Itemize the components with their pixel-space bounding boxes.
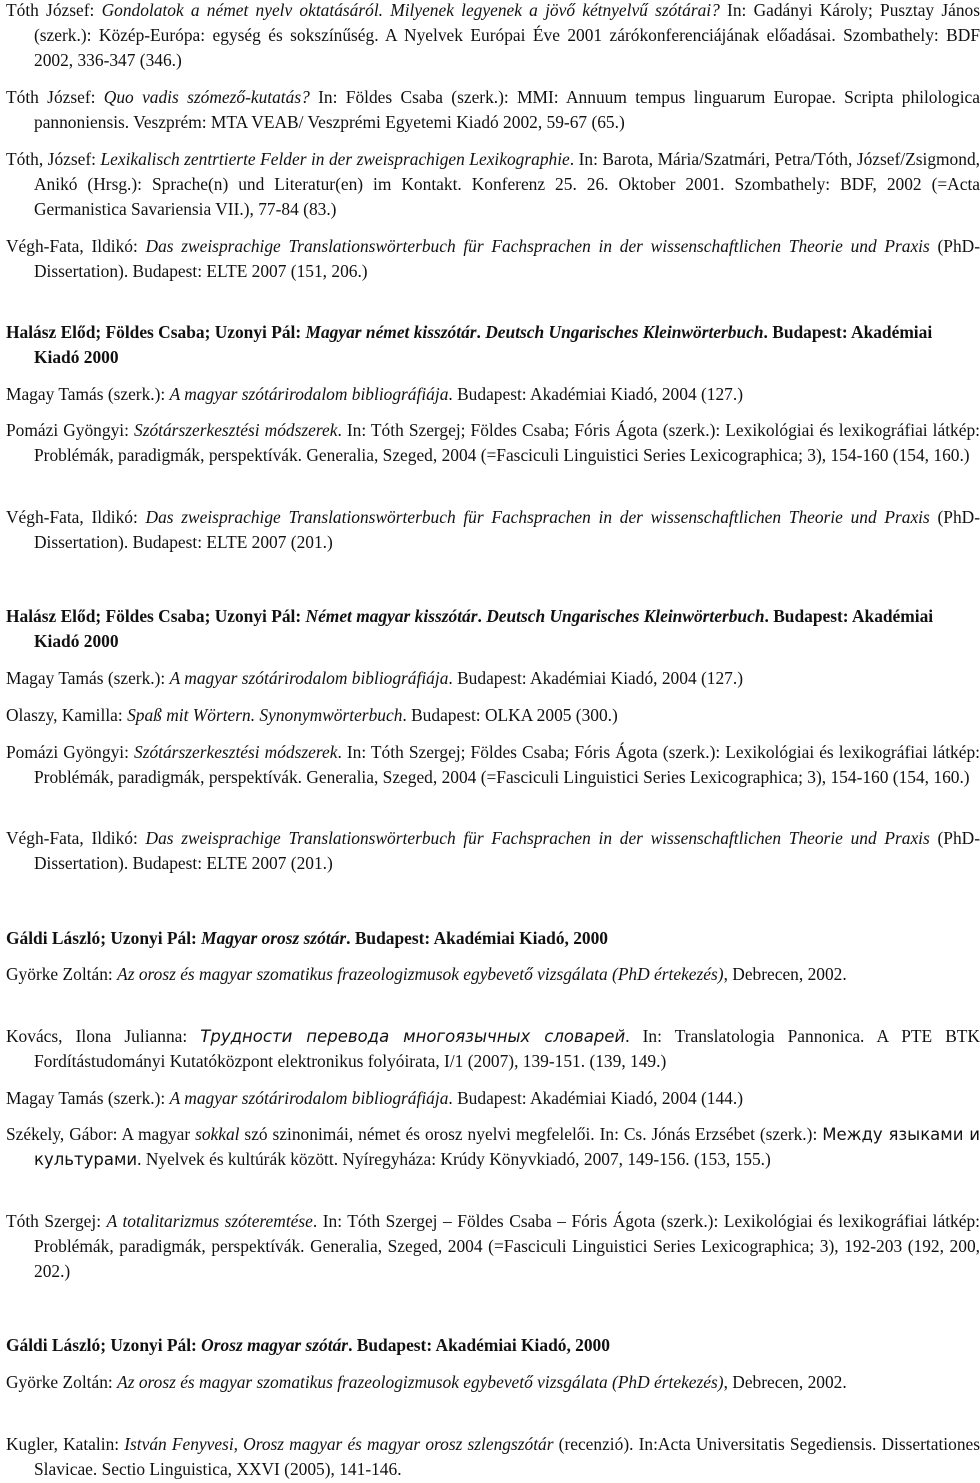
entry-text-span: A magyar szótárirodalom bibliográfiája	[169, 668, 449, 688]
entry-text-span: (recenzió). In:Acta Universitatis Segediensis. Dissertationes Slavicae. Sectio Linguistica, XXVI (2005), 141-146.	[34, 1434, 980, 1479]
entry-text-span: . Budapest: Akadémiai Kiadó, 2004 (127.)	[448, 384, 744, 404]
entry-text-span: Györke Zoltán:	[6, 1372, 118, 1392]
entry-text-span: szó szinonimái, német és orosz nyelvi megfelelői. In: Cs. Jónás Erzsébet (szerk.):	[239, 1124, 823, 1144]
entry-text-span: Olaszy, Kamilla:	[6, 705, 128, 725]
entry-text-span: . Budapest: Akadémiai Kiadó, 2004 (144.)	[448, 1088, 744, 1108]
bibliography-entry	[6, 1024, 980, 1074]
entry-text-span: . In: Translatologia Pannonica. A PTE BTK Fordítástudományi Kutatóközpont elektronikus folyóirata, I/1 (2007), 139-151. (139, 149.)	[34, 1026, 980, 1071]
entry-text-span: Gáldi László; Uzonyi Pál:	[6, 1335, 202, 1355]
entry-text-span: . Budapest: Akadémiai Kiadó 2000	[34, 606, 934, 651]
entry-text-span: . In: Barota, Mária/Szatmári, Petra/Tóth, József/Zsigmond, Anikó (Hrsg.): Sprache(n) und Literatur(en) im Kontakt. Konferenz 25. 26. Oktober 2001. Szombathely: BDF, 2002 (=Acta Germanistica Savariensia VII.), 77-84 (83.)	[34, 149, 980, 219]
bibliography-entry	[6, 1209, 980, 1284]
entry-text-span: . Budapest: OLKA 2005 (300.)	[402, 705, 618, 725]
entry-text-span: . Budapest: Akadémiai Kiadó, 2000	[348, 1335, 610, 1355]
entry-text-span: Pomázi Gyöngyi:	[6, 420, 134, 440]
entry-text-span: . In: Tóth Szergej; Földes Csaba; Fóris Ágota (szerk.): Lexikológiai és lexikográfiai látkép: Problémák, paradigmák, perspektívák. Generalia, Szeged, 2004 (=Fasciculi Linguistici Series Lexicographica; 3), 154-160 (154, 160.)	[34, 742, 980, 787]
entry-text-span: . Budapest: Akadémiai Kiadó, 2000	[346, 928, 608, 948]
entry-text-span: Magay Tamás (szerk.):	[6, 384, 170, 404]
entry-text-span: A magyar szótárirodalom bibliográfiája	[169, 1088, 449, 1108]
entry-text-span: (PhD-Dissertation). Budapest: ELTE 2007 (201.)	[34, 828, 980, 873]
entry-text-span: Quo vadis szómező-kutatás?	[103, 87, 310, 107]
section-heading	[6, 320, 980, 370]
bibliography-entry	[6, 666, 980, 691]
entry-text-span: Német magyar kisszótár	[305, 606, 478, 626]
entry-text-span: Gáldi László; Uzonyi Pál:	[6, 928, 202, 948]
bibliography-entry	[6, 1370, 980, 1395]
entry-text-span: .	[476, 322, 486, 342]
entry-text-span: Magay Tamás (szerk.):	[6, 668, 170, 688]
bibliography-entry	[6, 826, 980, 876]
entry-text-span: . Budapest: Akadémiai Kiadó 2000	[34, 322, 933, 367]
entry-text-span: Lexikalisch zentrtierte Felder in der zweisprachigen Lexikographie	[100, 149, 570, 169]
bibliography-entry	[6, 1122, 980, 1172]
entry-text-span: Az orosz és magyar szomatikus frazeologizmusok egybevető vizsgálata (PhD értekezés)	[117, 964, 724, 984]
entry-text-span: . In: Tóth Szergej; Földes Csaba; Fóris Ágota (szerk.): Lexikológiai és lexikográfiai látkép: Problémák, paradigmák, perspektívák. Generalia, Szeged, 2004 (=Fasciculi Linguistici Series Lexicographica; 3), 154-160 (154, 160.)	[34, 420, 980, 465]
section-heading	[6, 1333, 980, 1358]
bibliography-entry	[6, 505, 980, 555]
bibliography-entry	[6, 418, 980, 468]
entry-text-span: Das zweisprachige Translationswörterbuch für Fachsprachen in der wissenschaftlichen Theorie und Praxis	[145, 507, 930, 527]
entry-text-span: Szótárszerkesztési módszerek	[134, 420, 338, 440]
entry-text-span: Magay Tamás (szerk.):	[6, 1088, 170, 1108]
section-heading	[6, 604, 980, 654]
entry-text-span: Tóth Szergej:	[6, 1211, 107, 1231]
entry-text-span: Tóth József:	[6, 0, 102, 20]
entry-text-span: Magyar német kisszótár	[305, 322, 477, 342]
bibliography-entry	[6, 147, 980, 222]
entry-text-span: Végh-Fata, Ildikó:	[6, 828, 146, 848]
bibliography-entry	[6, 1432, 980, 1482]
entry-text-span: Magyar orosz szótár	[201, 928, 347, 948]
entry-text-span: . Budapest: Akadémiai Kiadó, 2004 (127.)	[448, 668, 744, 688]
entry-text-span: , Debrecen, 2002.	[723, 1372, 847, 1392]
entry-text-span: (PhD-Dissertation). Budapest: ELTE 2007 (201.)	[34, 507, 980, 552]
entry-text-span: Halász Előd; Földes Csaba; Uzonyi Pál:	[6, 606, 306, 626]
bibliography-entry	[6, 703, 980, 728]
entry-text-span: Pomázi Gyöngyi:	[6, 742, 134, 762]
entry-text-span: Halász Előd; Földes Csaba; Uzonyi Pál:	[6, 322, 306, 342]
entry-text-span: . Nyelvek és kultúrák között. Nyíregyháza: Krúdy Könyvkiadó, 2007, 149-156. (153, 155.)	[137, 1149, 771, 1169]
entry-text-span: A magyar szótárirodalom bibliográfiája	[169, 384, 449, 404]
entry-text-span: Orosz magyar szótár	[201, 1335, 349, 1355]
entry-text-span: Das zweisprachige Translationswörterbuch für Fachsprachen in der wissenschaftlichen Theorie und Praxis	[145, 828, 930, 848]
entry-text-span: Györke Zoltán:	[6, 964, 118, 984]
entry-text-span: Kugler, Katalin:	[6, 1434, 125, 1454]
entry-text-span: (PhD-Dissertation). Budapest: ELTE 2007 (151, 206.)	[34, 236, 980, 281]
bibliography-entry	[6, 85, 980, 135]
bibliography-entry	[6, 382, 980, 407]
entry-text-span: Szótárszerkesztési módszerek	[134, 742, 338, 762]
bibliography-entry	[6, 1086, 980, 1111]
bibliography-entry	[6, 234, 980, 284]
entry-text-span: , Debrecen, 2002.	[723, 964, 847, 984]
section-heading	[6, 926, 980, 951]
bibliography-entry	[6, 962, 980, 987]
entry-text-span: Tóth, József:	[6, 149, 101, 169]
entry-text-span: Az orosz és magyar szomatikus frazeologizmusok egybevető vizsgálata (PhD értekezés)	[117, 1372, 724, 1392]
entry-text-span: Deutsch Ungarisches Kleinwörterbuch	[486, 606, 765, 626]
entry-text-span: . In: Tóth Szergej – Földes Csaba – Fóris Ágota (szerk.): Lexikológiai és lexikográfiai látkép: Problémák, paradigmák, perspektívák. Generalia, Szeged, 2004 (=Fasciculi Linguistici Series Lexicographica; 3), 192-203 (192, 200, 202.)	[34, 1211, 980, 1281]
entry-text-span: Gondolatok a német nyelv oktatásáról. Milyenek legyenek a jövő kétnyelvű szótárai?	[101, 0, 720, 20]
entry-text-span: Трудности перевода многоязычных словарей	[200, 1027, 626, 1046]
bibliography-entry	[6, 0, 980, 73]
entry-text-span: In: Földes Csaba (szerk.): MMI: Annuum tempus linguarum Europae. Scripta philologica pannoniensis. Veszprém: MTA VEAB/ Veszprémi Egyetemi Kiadó 2002, 59-67 (65.)	[34, 87, 980, 132]
entry-text-span: sokkal	[195, 1124, 240, 1144]
entry-text-span: Végh-Fata, Ildikó:	[6, 236, 146, 256]
entry-text-span: István Fenyvesi, Orosz magyar és magyar orosz szlengszótár	[124, 1434, 554, 1454]
entry-text-span: In: Gadányi Károly; Pusztay János (szerk.): Közép-Európa: egység és sokszínűség. A Nyelvek Európai Éve 2001 zárókonferenciájának előadásai. Szombathely: BDF 2002, 336-347 (346.)	[34, 0, 980, 70]
entry-text-span: Kovács, Ilona Julianna:	[6, 1026, 201, 1046]
entry-text-span: Tóth József:	[6, 87, 104, 107]
entry-text-span: Székely, Gábor: A magyar	[6, 1124, 196, 1144]
entry-text-span: .	[477, 606, 487, 626]
entry-text-span: Deutsch Ungarisches Kleinwörterbuch	[485, 322, 764, 342]
entry-text-span: Végh-Fata, Ildikó:	[6, 507, 146, 527]
bibliography-entry	[6, 740, 980, 790]
entry-text-span: Spaß mit Wörtern. Synonymwörterbuch	[127, 705, 403, 725]
entry-text-span: A totalitarizmus szóteremtése	[106, 1211, 313, 1231]
entry-text-span: Между языками и культурами	[34, 1125, 980, 1169]
entry-text-span: Das zweisprachige Translationswörterbuch für Fachsprachen in der wissenschaftlichen Theorie und Praxis	[145, 236, 930, 256]
